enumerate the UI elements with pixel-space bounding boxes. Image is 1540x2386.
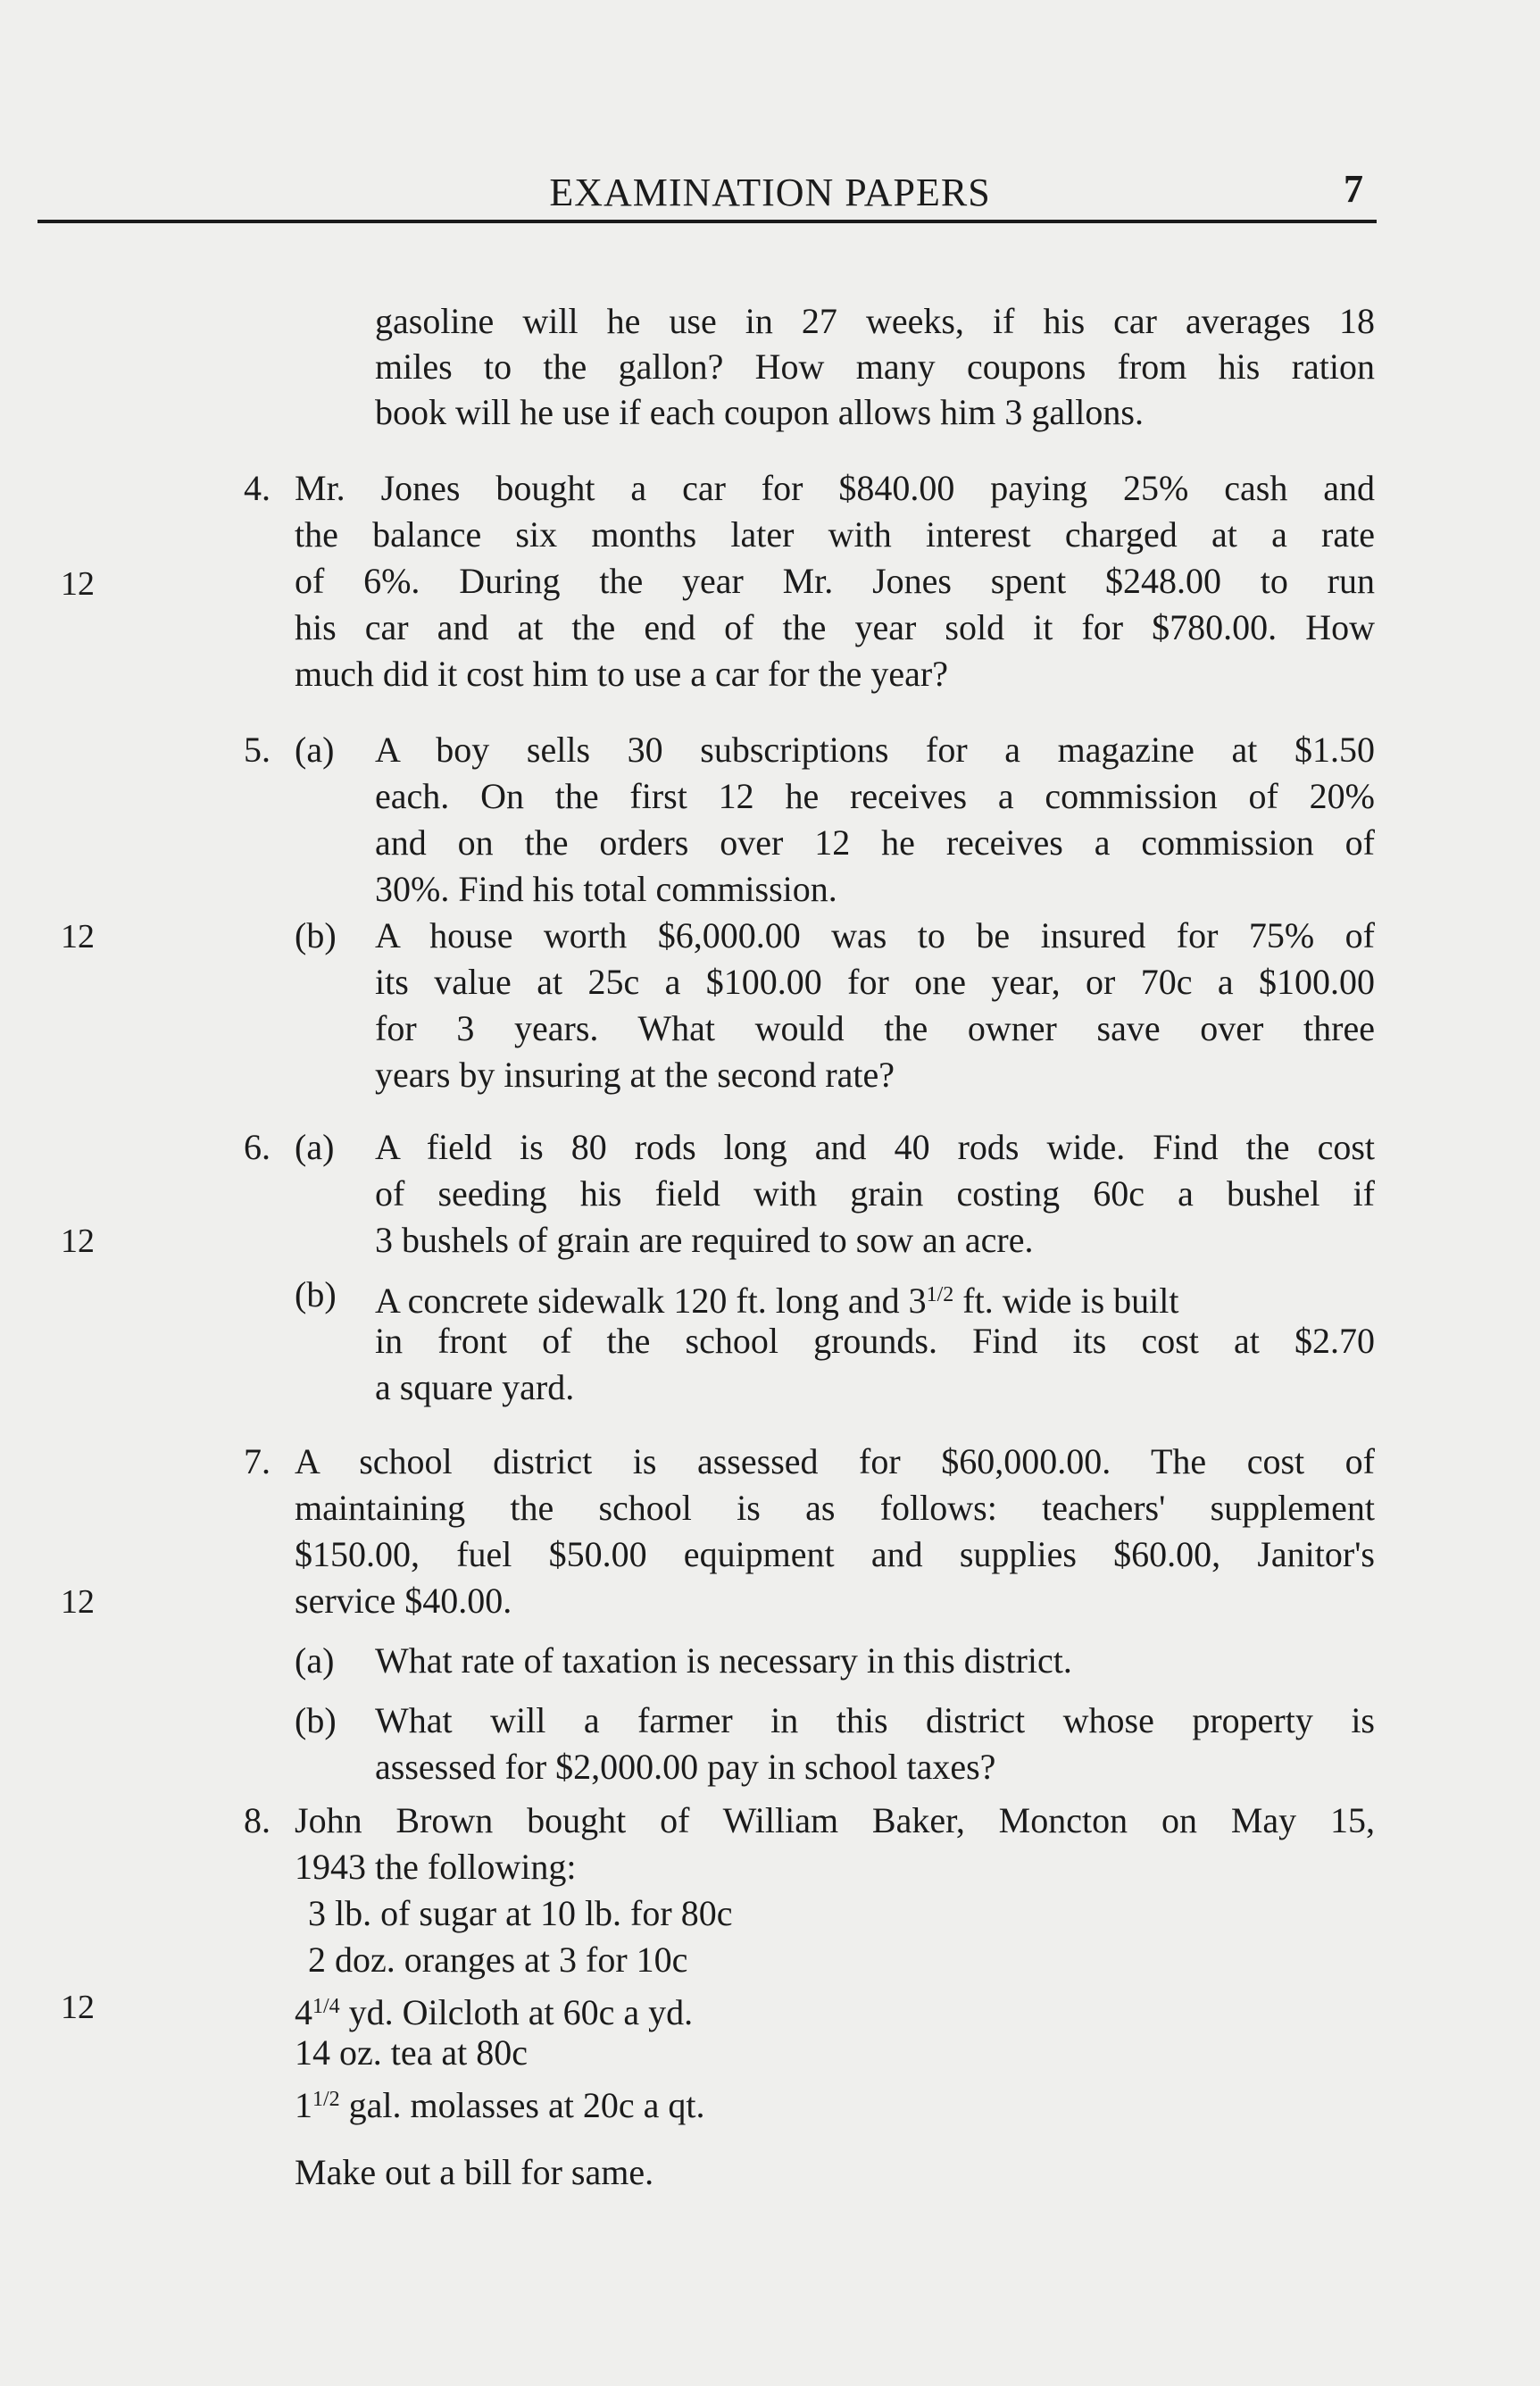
q5-a-label: (a) (295, 730, 335, 770)
q8-line-2: 1943 the following: (295, 1847, 577, 1887)
running-header: EXAMINATION PAPERS (549, 171, 991, 214)
header-rule (37, 220, 1377, 223)
q4-score: 12 (61, 565, 95, 603)
q7-score: 12 (61, 1583, 95, 1621)
q7-number: 7. (244, 1441, 271, 1481)
q5-a-line-3: and on the orders over 12 he receives a commission of (375, 822, 1375, 863)
q7-b-label: (b) (295, 1700, 337, 1740)
q7-line-1: A school district is assessed for $60,000.00. The cost of (295, 1441, 1375, 1481)
q8-line-1: John Brown bought of William Baker, Moncton on May 15, (295, 1800, 1375, 1840)
q5-a-line-4: 30%. Find his total commission. (375, 869, 837, 909)
q5-b-label: (b) (295, 915, 337, 955)
q8-item-4: 14 oz. tea at 80c (295, 2032, 528, 2073)
q6-a-line-2: of seeding his field with grain costing 60c a bushel if (375, 1173, 1375, 1214)
fraction-half: 1/2 (926, 1283, 954, 1306)
q4-number: 4. (244, 468, 271, 508)
q5-b-line-1: A house worth $6,000.00 was to be insured for 75% of (375, 915, 1375, 955)
q8-score: 12 (61, 1989, 95, 2026)
q6-b-line-3: a square yard. (375, 1367, 575, 1407)
q3-line-1: gasoline will he use in 27 weeks, if his car averages 18 (375, 301, 1375, 341)
q5-b-line-2: its value at 25c a $100.00 for one year, or 70c a $100.00 (375, 962, 1375, 1002)
q4-line-3: of 6%. During the year Mr. Jones spent $248.00 to run (295, 561, 1375, 601)
q5-b-line-4: years by insuring at the second rate? (375, 1055, 895, 1095)
q7-line-2: maintaining the school is as follows: teachers' supplement (295, 1488, 1375, 1528)
q6-a-line-3: 3 bushels of grain are required to sow an acre. (375, 1220, 1034, 1260)
q5-number: 5. (244, 730, 271, 770)
q7-b-line-2: assessed for $2,000.00 pay in school taxes? (375, 1747, 996, 1787)
q4-line-1: Mr. Jones bought a car for $840.00 paying 25% cash and (295, 468, 1375, 508)
q7-line-4: service $40.00. (295, 1581, 512, 1621)
q6-b-label: (b) (295, 1274, 337, 1314)
q6-b-line-2: in front of the school grounds. Find its cost at $2.70 (375, 1321, 1375, 1361)
fraction-quarter: 1/4 (312, 1995, 340, 2018)
q3-line-2: miles to the gallon? How many coupons from his ration (375, 346, 1375, 387)
q5-a-line-1: A boy sells 30 subscriptions for a magazine at $1.50 (375, 730, 1375, 770)
q8-item-2: 2 doz. oranges at 3 for 10c (308, 1940, 688, 1980)
q3-line-3: book will he use if each coupon allows him 3 gallons. (375, 392, 1144, 432)
q6-b-line-1-text: A concrete sidewalk 120 ft. long and $3^{1/2}$ ft. wide is built (375, 1281, 1179, 1322)
q4-line-5: much did it cost him to use a car for the year? (295, 654, 948, 694)
q6-a-label: (a) (295, 1127, 335, 1167)
q7-a-line: What rate of taxation is necessary in this district. (375, 1640, 1072, 1681)
q4-line-4: his car and at the end of the year sold it for $780.00. How (295, 607, 1375, 647)
q6-number: 6. (244, 1127, 271, 1167)
q5-score: 12 (61, 918, 95, 955)
q5-a-line-2: each. On the first 12 he receives a commission of 20% (375, 776, 1375, 816)
q7-a-label: (a) (295, 1640, 335, 1681)
q8-number: 8. (244, 1800, 271, 1840)
q5-b-line-3: for 3 years. What would the owner save over three (375, 1008, 1375, 1048)
fraction-half: 1/2 (312, 2088, 340, 2111)
q8-item-3: $4^{1/4}$ yd. Oilcloth at 60c a yd. (295, 1992, 694, 2033)
q6-b-line-1 (375, 1272, 1375, 1323)
q6-a-line-1: A field is 80 rods long and 40 rods wide. Find the cost (375, 1127, 1375, 1167)
q8-closing: Make out a bill for same. (295, 2152, 654, 2192)
q8-item-1: 3 lb. of sugar at 10 lb. for 80c (308, 1893, 733, 1933)
q6-score: 12 (61, 1222, 95, 1260)
q7-b-line-1: What will a farmer in this district whose property is (375, 1700, 1375, 1740)
page-number: 7 (1344, 167, 1363, 211)
q8-item-5: $1^{1/2}$ gal. molasses at 20c a qt. (295, 2085, 705, 2126)
q7-line-3: $150.00, fuel $50.00 equipment and supplies $60.00, Janitor's (295, 1534, 1375, 1574)
q4-line-2: the balance six months later with interest charged at a rate (295, 514, 1375, 555)
